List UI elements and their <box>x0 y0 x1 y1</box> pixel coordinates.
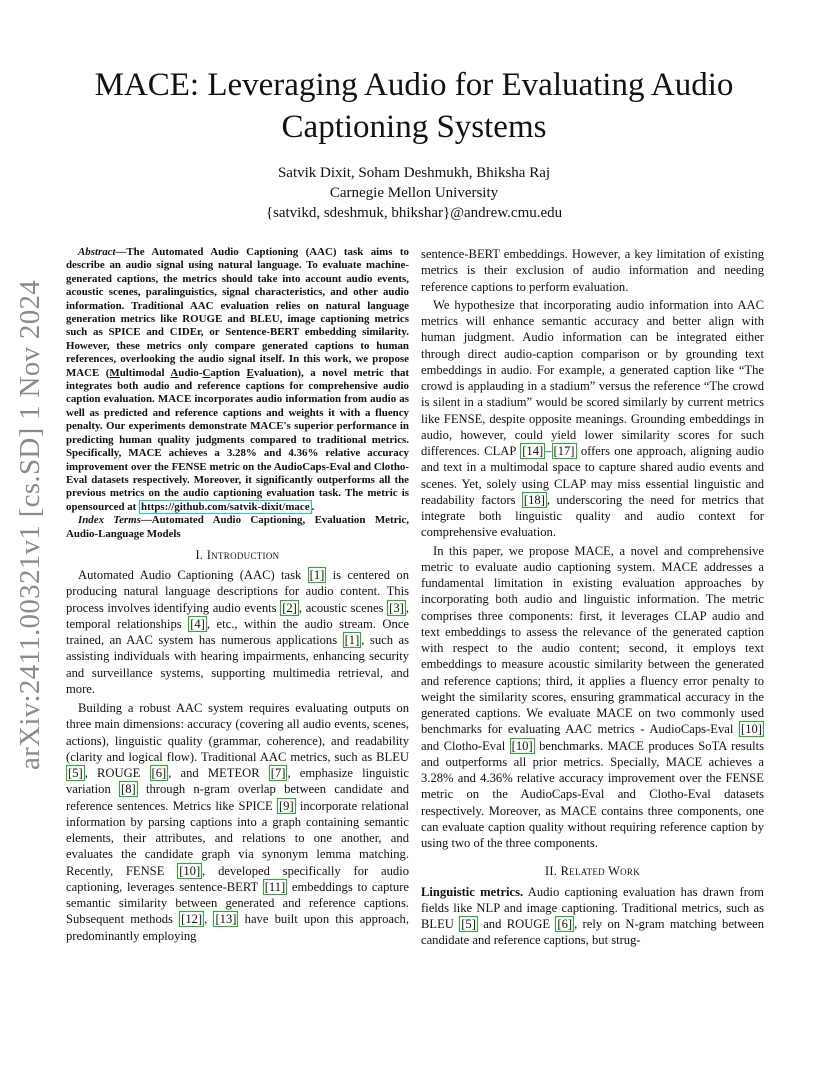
citation-link[interactable]: [11] <box>264 879 286 894</box>
related-work-paragraph: Linguistic metrics. Audio captioning evaluation has drawn from fields like NLP and image captioning. Traditional metrics, such as BLEU [5] and ROUGE [6] , rely on N-gram matching between candidate and reference captions, but strug- <box>421 884 764 948</box>
paper-title: MACE: Leveraging Audio for Evaluating Audio Captioning Systems <box>94 67 734 145</box>
citation-link[interactable]: [3] <box>389 600 404 615</box>
citation-link[interactable]: [9] <box>278 798 294 813</box>
citation-link[interactable]: [1] <box>344 633 360 648</box>
abstract-label: Abstract <box>78 246 116 258</box>
citation-link[interactable]: [18] <box>523 492 545 507</box>
continued-paragraph: sentence-BERT embeddings. However, a key limitation of existing metrics is their exclusion of audio information and needing reference captions to perform evaluation. <box>421 247 764 294</box>
citation-link[interactable]: [8] <box>121 782 136 797</box>
citation-link[interactable]: [1] <box>309 568 325 583</box>
citation-link[interactable]: [6] <box>557 917 573 931</box>
arxiv-identifier: arXiv:2411.00321v1 [cs.SD] 1 Nov 2024 <box>14 279 46 770</box>
citation-link[interactable]: [7] <box>270 766 286 781</box>
author-email: {satvikd, sdeshmuk, bhikshar}@andrew.cmu.edu <box>265 205 563 221</box>
citation-link[interactable]: [10] <box>741 722 762 737</box>
author-affiliation: Carnegie Mellon University <box>329 185 499 201</box>
github-link[interactable]: https://github.com/satvik-dixit/mace <box>141 500 310 513</box>
citation-link[interactable]: [6] <box>151 766 167 781</box>
right-column <box>421 246 764 949</box>
contribution-paragraph: In this paper, we propose MACE, a novel and comprehensive metric to evaluate audio captioning system. MACE addresses a fundamental limitation in existing evaluation approaches by incorporating both audio and linguistic information. The metric comprises three components: first, it leverages CLAP audio and text embeddings to assess the relevance of the generated caption with respect to the audio content; second, it employs text embeddings to measure acoustic similarity between the generated and reference captions; third, it applies a fluency error penalty to weight the similarity scores, ensuring grammatical accuracy in the generated captions. We evaluate MACE on two commonly used benchmarks for evaluating AAC metrics - AudioCaps-Eval [10] and Clotho-Eval [10] benchmarks. MACE produces SoTA results and outperforms all prior metrics. Specially, MACE achieves a 3.28% and 4.36% relative accuracy improvement over the FENSE metric on the AudioCaps-Eval and Clotho-Eval datasets respectively. Moreover, as MACE contains three components, one can evaluate caption quality without requiring reference caption by using two of the three components. <box>421 543 764 850</box>
left-column <box>66 246 409 944</box>
citation-link[interactable]: [2] <box>282 600 297 615</box>
citation-link[interactable]: [17] <box>553 444 575 458</box>
runin-heading: Linguistic metrics. <box>421 884 524 899</box>
citation-link[interactable]: [13] <box>215 912 237 927</box>
citation-link[interactable]: [14] <box>522 444 544 458</box>
index-terms: Index Terms—Automated Audio Captioning, Evaluation Metric, Audio-Language Models <box>66 514 409 540</box>
section-heading-introduction: I. Introduction <box>195 547 280 562</box>
citation-link[interactable]: [10] <box>511 738 533 753</box>
citation-link[interactable]: [10] <box>179 863 201 878</box>
intro-paragraph-2: Building a robust AAC system requires evaluating outputs on three main dimensions: accuracy (covering all audio events, scenes, actions), linguistic quality (grammar, coherence), and readability (clarity and logical flow). Traditional AAC metrics, such as BLEU [5] , ROUGE [6] , and METEOR [7] , emphasize linguistic variation [8] through n-gram overlap between candidate and reference sentences. Metrics like SPICE [9] incorporate relational information by parsing captions into a graph containing semantic elements, their attributes, and relations to one another, and evaluates the candidate graph via synonym lemma matching. Recently, FENSE [10] , developed specifically for audio captioning, leverages sentence-BERT [11] embeddings to capture semantic similarity between generated and reference captions. Subsequent methods [12] , [13] have built upon this approach, predominantly employing <box>66 701 410 943</box>
author-block <box>60 163 768 223</box>
citation-link[interactable]: [5] <box>68 766 83 781</box>
citation-link[interactable]: [12] <box>181 912 203 927</box>
citation-link[interactable]: [5] <box>461 917 476 931</box>
abstract: Abstract—The Automated Audio Captioning (AAC) task aims to describe an audio signal using natural language. To evaluate machine-generated captions, the metrics should take into account audio events, acoustic scenes, paralinguistics, signal characteristics, and other audio information. Traditional AAC evaluation relies on natural language generation metrics like ROUGE and BLEU, image captioning metrics such as SPICE and CIDEr, or Sentence-BERT embedding similarity. However, these metrics only compare generated captions to human references, overlooking the audio signal itself. In this work, we propose MACE (Multimodal Audio-Caption Evaluation), a novel metric that integrates both audio and reference captions for comprehensive audio caption evaluation. MACE incorporates audio information from audio as well as predicted and reference captions and weights it with a fluency penalty. Our experiments demonstrate MACE's superior performance in predicting human quality judgments compared to traditional metrics. Specifically, MACE achieves a 3.28% and 4.36% relative accuracy improvement over the FENSE metric on the AudioCaps-Eval and Clotho-Eval datasets respectively. Moreover, it significantly outperforms all the previous metrics on the audio captioning evaluation task. The metric is opensourced at https://github.com/satvik-dixit/mace . <box>66 246 410 513</box>
citation-link[interactable]: [4] <box>190 616 205 631</box>
author-names: Satvik Dixit, Soham Deshmukh, Bhiksha Raj <box>277 165 551 181</box>
intro-paragraph-1: Automated Audio Captioning (AAC) task [1] is centered on producing natural language descriptions for audio content. This process involves identifying audio events [2] , acoustic scenes [3] , temporal relationships [4] , etc., within the audio stream. Once trained, an AAC system has numerous applications [1] , such as assisting individuals with hearing impairments, enhancing security and surveillance systems, supporting multimedia retrieval, and more. <box>66 568 410 696</box>
section-heading-related-work: II. Related Work <box>544 864 641 879</box>
hypothesis-paragraph: We hypothesize that incorporating audio information into AAC metrics will enhance semantic accuracy and better align with human judgment. Audio information can be integrated either through direct audio-caption comparison or by grounding text embeddings in audio. For example, a generated caption like “The crowd is applauding in a stadium” versus the reference “The crowd is silent in a stadium” would be scored similarly by current metrics like FENSE, despite opposite meanings. Grounding embeddings in audio, however, could yield lower similarity scores for such differences. CLAP [14] – [17] offers one approach, aligning audio and text in a multimodal space to capture shared audio events and scenes. Yet, solely using CLAP may miss essential linguistic and readability factors [18] , underscoring the need for metrics that integrate both linguistic quality and audio context for comprehensive evaluation. <box>421 297 764 540</box>
